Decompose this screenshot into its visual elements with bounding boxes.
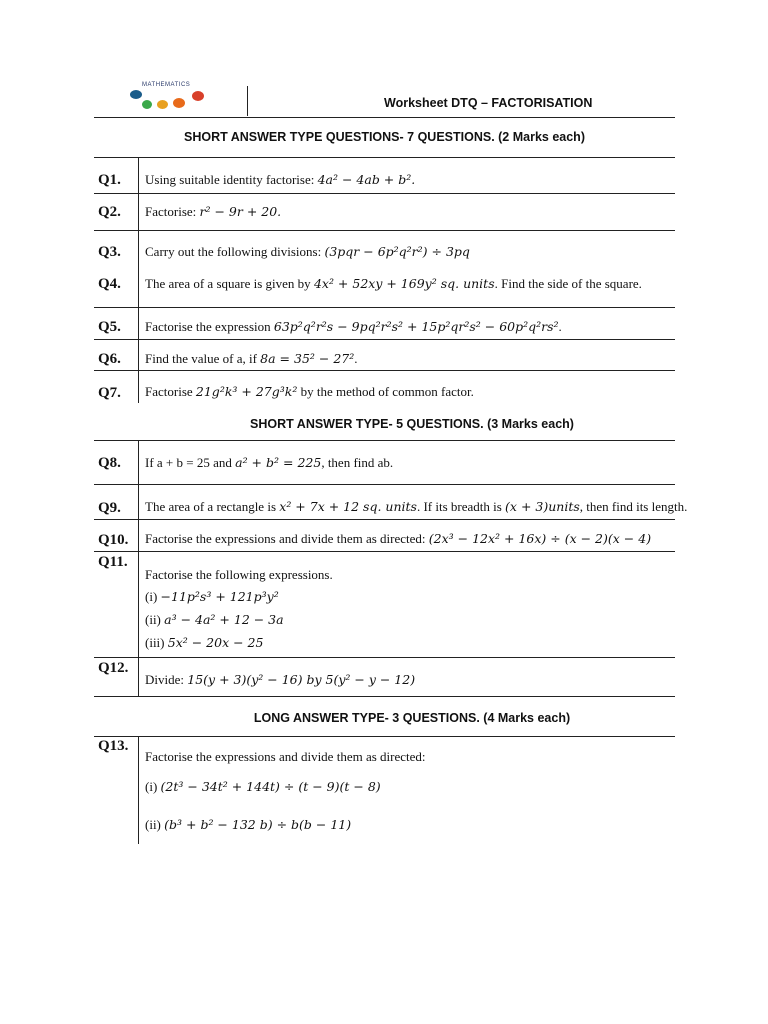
- math-expression: a³ − 4a² + 12 − 3a: [164, 612, 284, 627]
- question-part: [145, 635, 263, 651]
- header-divider: [247, 86, 248, 116]
- rule: [94, 551, 675, 552]
- section-heading: SHORT ANSWER TYPE- 5 QUESTIONS. (3 Marks each): [250, 417, 574, 431]
- part-label: (i): [145, 589, 161, 604]
- question-part: [145, 817, 351, 833]
- math-expression: 21g²k³ + 27g³k²: [195, 384, 298, 399]
- question-text-label: Factorise: [145, 384, 196, 399]
- logo-dot-icon: [157, 100, 168, 109]
- question-text-label: Factorise the expression: [145, 319, 274, 334]
- rule: [94, 117, 675, 118]
- rule: [94, 193, 675, 194]
- question-text: [145, 244, 470, 260]
- math-expression: (2t³ − 34t² + 144t) ÷ (t − 9)(t − 8): [160, 779, 381, 794]
- question-text: [145, 351, 358, 367]
- math-expression: a² + b² = 225: [235, 455, 322, 470]
- logo-dot-icon: [192, 91, 204, 101]
- section-heading: LONG ANSWER TYPE- 3 QUESTIONS. (4 Marks each): [253, 711, 571, 725]
- math-expression: 4x² + 52xy + 169y² sq. units: [313, 276, 495, 291]
- question-part: [145, 779, 381, 795]
- math-expression: r² − 9r + 20.: [199, 204, 282, 219]
- rule: [94, 230, 675, 231]
- question-text-suffix: .: [558, 319, 562, 334]
- question-text: [145, 276, 642, 292]
- question-text-label: Factorise the expressions and divide them as directed:: [145, 531, 429, 546]
- math-expression: 63p²q²r²s − 9pq²r²s² + 15p²qr²s² − 60p²q²rs²: [273, 319, 559, 334]
- logo-dot-icon: [173, 98, 185, 108]
- question-number: Q8.: [98, 455, 121, 471]
- question-text-label: The area of a square is given by: [145, 276, 314, 291]
- question-text: [145, 172, 415, 188]
- question-text-label: Using suitable identity factorise:: [145, 172, 318, 187]
- question-text-label: Carry out the following divisions:: [145, 244, 325, 259]
- math-expression: 5x² − 20x − 25: [167, 635, 264, 650]
- math-expression: x² + 7x + 12 sq. units: [279, 499, 417, 514]
- question-text-suffix: , then find ab.: [321, 455, 394, 470]
- question-number: Q10.: [98, 532, 129, 548]
- question-text-label: Find the value of a, if: [145, 351, 261, 366]
- question-number: Q12.: [98, 660, 129, 676]
- question-number: Q2.: [98, 204, 121, 220]
- rule: [94, 370, 675, 371]
- question-text-label: The area of a rectangle is: [145, 499, 280, 514]
- question-text: [145, 384, 474, 400]
- logo-dot-icon: [142, 100, 152, 109]
- part-label: (ii): [145, 612, 165, 627]
- question-number: Q6.: [98, 351, 121, 367]
- question-text: [145, 672, 415, 688]
- question-text-label: If a + b = 25 and: [145, 455, 236, 470]
- math-expression: 4a² − 4ab + b².: [317, 172, 416, 187]
- question-number: Q5.: [98, 319, 121, 335]
- logo-text: MATHEMATICS: [142, 82, 191, 88]
- question-text-label: Divide:: [145, 672, 188, 687]
- question-text: [145, 204, 281, 220]
- part-label: (i): [145, 779, 161, 794]
- question-text: [145, 531, 651, 547]
- question-text: Factorise the following expressions.: [145, 567, 333, 582]
- question-text-suffix: . Find the side of the square.: [494, 276, 642, 291]
- question-part: [145, 612, 284, 628]
- part-label: (ii): [145, 817, 165, 832]
- math-expression: 15(y + 3)(y² − 16) by 5(y² − y − 12): [187, 672, 416, 687]
- question-text-suffix: , then find its length.: [579, 499, 688, 514]
- section-heading: SHORT ANSWER TYPE QUESTIONS- 7 QUESTIONS. (2 Marks each): [183, 130, 585, 144]
- question-number: Q11.: [98, 554, 128, 570]
- question-text: Factorise the expressions and divide them as directed:: [145, 749, 426, 764]
- math-expression: 8a = 35² − 27²: [260, 351, 355, 366]
- question-text-label: Factorise:: [145, 204, 200, 219]
- logo-dot-icon: [130, 90, 142, 99]
- question-text-suffix: by the method of common factor.: [297, 384, 474, 399]
- rule: [94, 519, 675, 520]
- math-expression: (3pqr − 6p²q²r²) ÷ 3pq: [324, 244, 470, 259]
- question-number: Q4.: [98, 276, 121, 292]
- rule: [94, 339, 675, 340]
- question-part: [145, 589, 279, 605]
- rule: [94, 696, 675, 697]
- question-number: Q3.: [98, 244, 121, 260]
- math-expression: (x + 3)units: [505, 499, 580, 514]
- question-text: [145, 319, 562, 335]
- question-text: [145, 455, 393, 471]
- math-expression: (b³ + b² − 132 b) ÷ b(b − 11): [164, 817, 352, 832]
- rule: [94, 657, 675, 658]
- rule: [94, 736, 675, 737]
- page-title: Worksheet DTQ – FACTORISATION: [384, 96, 593, 110]
- rule: [94, 307, 675, 308]
- question-text-suffix: . If its breadth is: [416, 499, 506, 514]
- math-expression: (2x³ − 12x² + 16x) ÷ (x − 2)(x − 4): [428, 531, 652, 546]
- question-text-suffix: .: [354, 351, 358, 366]
- question-number: Q1.: [98, 172, 121, 188]
- question-text: [145, 499, 687, 515]
- question-number: Q9.: [98, 500, 121, 516]
- column-divider: [138, 736, 139, 844]
- rule: [94, 157, 675, 158]
- math-expression: −11p²s³ + 121p³y²: [160, 589, 279, 604]
- rule: [94, 440, 675, 441]
- question-number: Q13.: [98, 738, 129, 754]
- rule: [94, 484, 675, 485]
- part-label: (iii): [145, 635, 168, 650]
- question-number: Q7.: [98, 385, 121, 401]
